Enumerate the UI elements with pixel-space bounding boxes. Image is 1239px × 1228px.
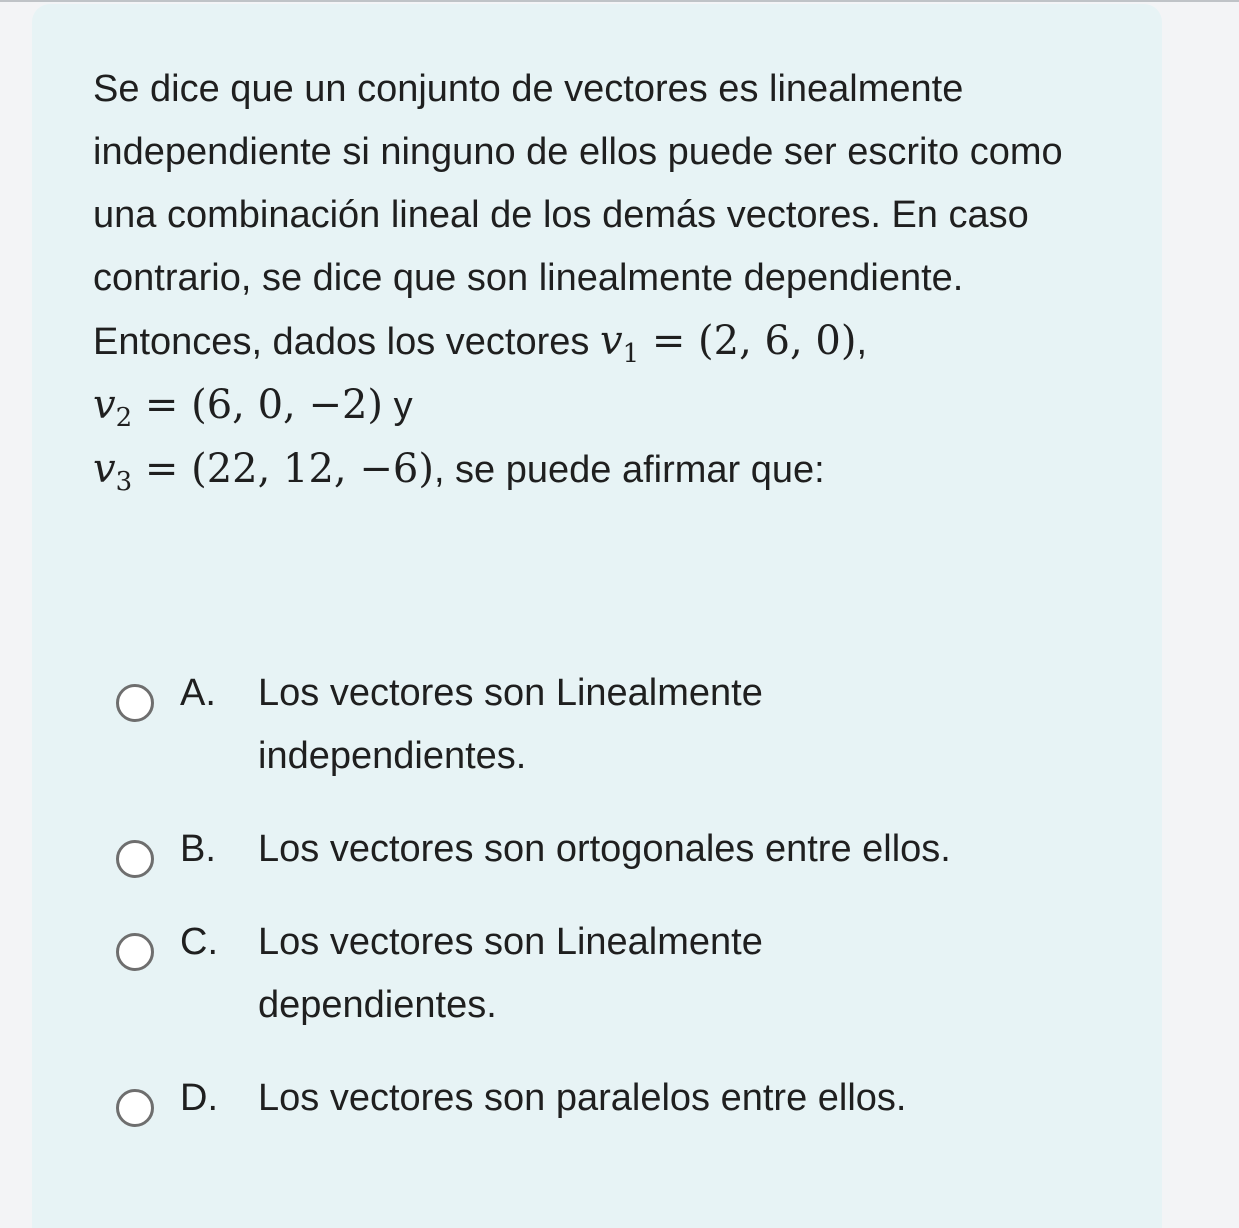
option-b[interactable] <box>112 818 1122 881</box>
top-divider <box>0 0 1239 2</box>
answer-options <box>112 662 1122 1160</box>
question-outro: , se puede afirmar que: <box>433 449 825 491</box>
option-text: Los vectores son Linealmente independientes. <box>258 672 763 777</box>
vector-v1: $v_1 = (2$, 6, 0) <box>599 318 857 369</box>
radio-option-c[interactable] <box>116 933 154 971</box>
separator-comma: , <box>856 321 868 363</box>
vector-v3: $v_3 = (22$, 12, −6) <box>93 446 434 497</box>
option-text: Los vectores son Linealmente dependientes. <box>258 921 763 1026</box>
option-letter: D. <box>180 1077 218 1119</box>
question-text <box>93 58 1113 502</box>
option-c[interactable] <box>112 911 1122 1037</box>
option-letter: C. <box>180 921 218 963</box>
option-d[interactable] <box>112 1067 1122 1130</box>
option-text: Los vectores son paralelos entre ellos. <box>258 1077 907 1119</box>
separator-y: y <box>383 385 413 427</box>
radio-option-b[interactable] <box>116 840 154 878</box>
option-letter: A. <box>180 672 216 714</box>
option-a[interactable] <box>112 662 1122 788</box>
question-intro: Se dice que un conjunto de vectores es linealmente independiente si ninguno de ellos puede ser escrito como una combinación lineal de los demás vectores. En caso contrario, se dice que son linealmente dependiente. Entonces, dados los vectores <box>93 68 1063 363</box>
option-letter: B. <box>180 828 216 870</box>
option-text: Los vectores son ortogonales entre ellos. <box>258 828 951 870</box>
radio-option-a[interactable] <box>116 684 154 722</box>
vector-v2: $v_2 = (6$, 0, −2) <box>93 382 384 433</box>
radio-option-d[interactable] <box>116 1089 154 1127</box>
